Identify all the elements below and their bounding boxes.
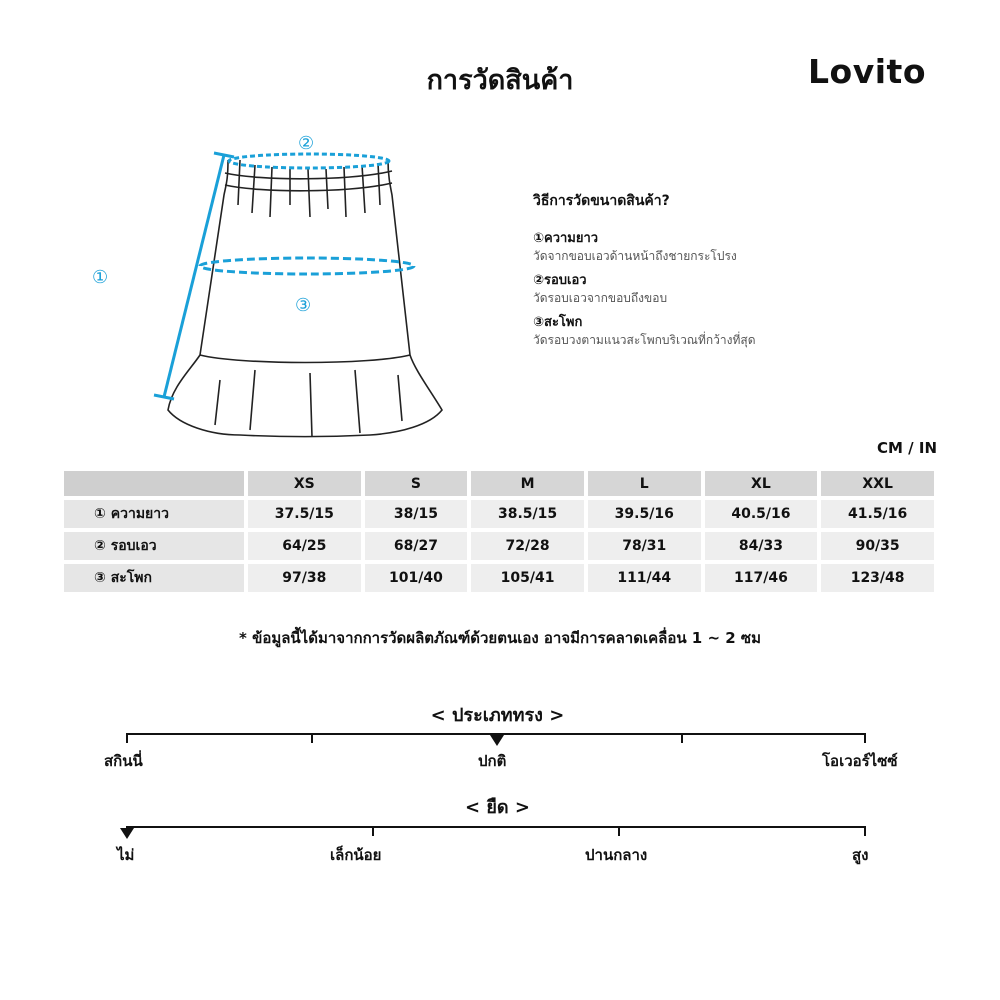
table-cell: 84/33 <box>705 532 818 560</box>
table-cell: 105/41 <box>471 564 584 592</box>
table-row <box>64 500 934 528</box>
stretch-label-medium: ปานกลาง <box>585 846 648 864</box>
stretch-label-high: สูง <box>852 846 869 864</box>
stretch-scale-tick <box>864 826 866 836</box>
measure-guide <box>533 190 953 356</box>
length-marker: ① <box>92 267 109 288</box>
stretch-label-none: ไม่ <box>117 846 135 864</box>
table-cell: 72/28 <box>471 532 584 560</box>
measurement-note: * ข้อมูลนี้ได้มาจากการวัดผลิตภัณฑ์ด้วยตนเอง อาจมีการคลาดเคลื่อน 1 ~ 2 ซม <box>239 629 761 647</box>
guide-desc: วัดรอบวงตามแนวสะโพกบริเวณที่กว้างที่สุด <box>533 333 756 347</box>
guide-label: ①ความยาว <box>533 231 599 246</box>
fit-label-oversize: โอเวอร์ไซซ์ <box>822 752 898 770</box>
table-row <box>64 532 934 560</box>
table-cell: 123/48 <box>821 564 934 592</box>
size-header: L <box>588 471 701 496</box>
row-label: ② รอบเอว <box>64 532 244 560</box>
stretch-scale-tick <box>618 826 620 836</box>
stretch-scale-tick <box>372 826 374 836</box>
stretch-label-slight: เล็กน้อย <box>330 846 382 864</box>
fit-scale-tick <box>864 733 866 743</box>
skirt-diagram <box>80 125 500 455</box>
table-cell: 111/44 <box>588 564 701 592</box>
size-header: M <box>471 471 584 496</box>
guide-label: ③สะโพก <box>533 315 583 330</box>
hip-measure-line <box>200 258 414 274</box>
table-cell: 64/25 <box>248 532 361 560</box>
length-measure-line <box>164 155 224 397</box>
header-blank-cell <box>64 471 244 496</box>
table-cell: 117/46 <box>705 564 818 592</box>
table-header-row <box>64 471 934 496</box>
table-cell: 97/38 <box>248 564 361 592</box>
size-header: S <box>365 471 468 496</box>
page-title: การวัดสินค้า <box>426 65 574 96</box>
guide-desc: วัดจากขอบเอวด้านหน้าถึงชายกระโปรง <box>533 249 737 263</box>
table-row <box>64 564 934 592</box>
size-table <box>60 467 938 596</box>
guide-item-length <box>533 230 953 265</box>
stretch-scale-title: < ยืด > <box>465 797 530 818</box>
row-label: ① ความยาว <box>64 500 244 528</box>
stretch-selected-marker-icon <box>120 828 134 839</box>
table-cell: 37.5/15 <box>248 500 361 528</box>
row-label: ③ สะโพก <box>64 564 244 592</box>
table-cell: 38/15 <box>365 500 468 528</box>
guide-label: ②รอบเอว <box>533 273 587 288</box>
table-cell: 90/35 <box>821 532 934 560</box>
size-header: XXL <box>821 471 934 496</box>
guide-heading: วิธีการวัดขนาดสินค้า? <box>533 193 670 209</box>
fit-selected-marker-icon <box>490 735 504 746</box>
table-cell: 68/27 <box>365 532 468 560</box>
table-cell: 38.5/15 <box>471 500 584 528</box>
fit-label-skinny: สกินนี่ <box>104 752 143 770</box>
waist-measure-line <box>229 154 389 168</box>
fit-scale-tick <box>311 733 313 743</box>
table-cell: 40.5/16 <box>705 500 818 528</box>
size-header: XS <box>248 471 361 496</box>
table-cell: 39.5/16 <box>588 500 701 528</box>
table-cell: 41.5/16 <box>821 500 934 528</box>
stretch-scale-line <box>126 826 866 828</box>
size-header: XL <box>705 471 818 496</box>
guide-desc: วัดรอบเอวจากขอบถึงขอบ <box>533 291 668 305</box>
guide-item-waist <box>533 272 953 307</box>
table-cell: 101/40 <box>365 564 468 592</box>
unit-label: CM / IN <box>877 439 937 457</box>
waist-marker: ② <box>298 133 315 154</box>
fit-label-regular: ปกติ <box>478 752 507 770</box>
fit-scale-tick <box>681 733 683 743</box>
table-cell: 78/31 <box>588 532 701 560</box>
fit-scale-tick <box>126 733 128 743</box>
brand-logo: Lovito <box>808 52 926 91</box>
guide-item-hip <box>533 314 953 349</box>
hip-marker: ③ <box>295 295 312 316</box>
fit-scale-title: < ประเภททรง > <box>430 705 565 726</box>
